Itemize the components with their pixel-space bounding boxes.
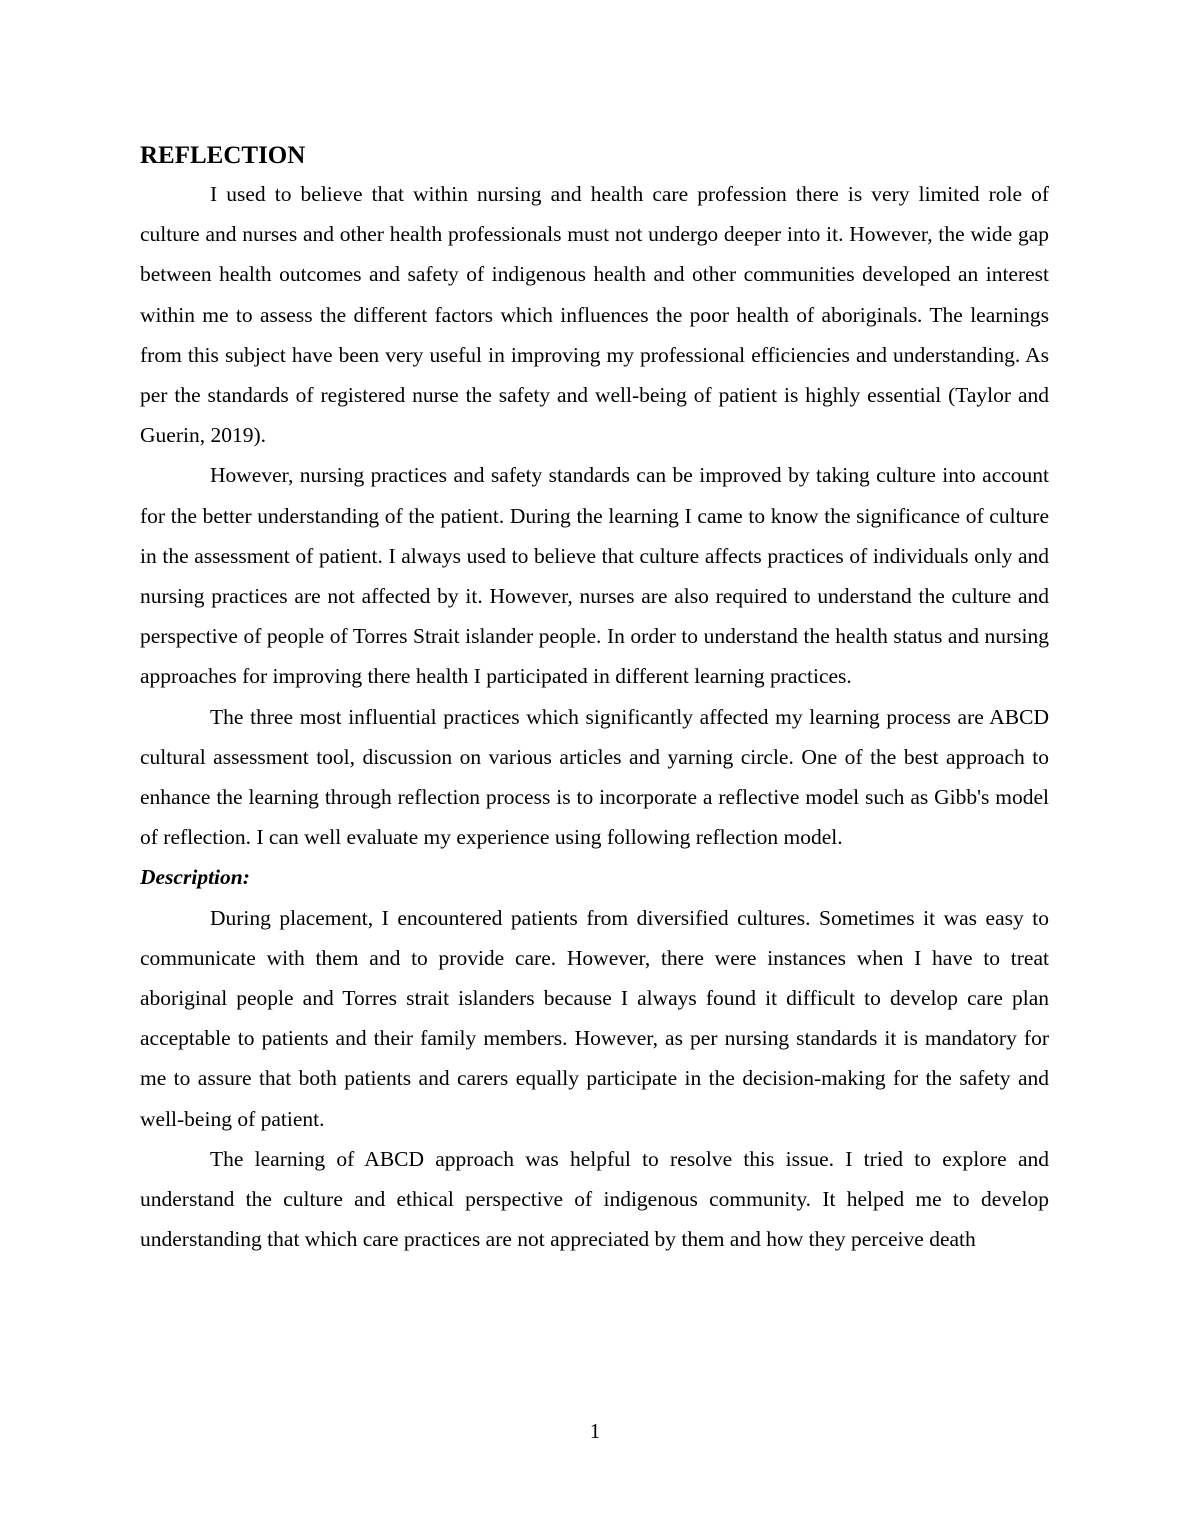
page-number: 1 bbox=[589, 1419, 601, 1443]
page-title: REFLECTION bbox=[140, 142, 306, 169]
body-paragraph: The three most influential practices which significantly affected my learning process are ABCD cultural assessment tool, discussion on various articles and yarning circle. One of the best approach to enhance the learning through reflection process is to incorporate a reflective model such as Gibb's model of reflection. I can well evaluate my experience using following reflection model. bbox=[140, 704, 1049, 850]
section-subheading: Description: bbox=[140, 865, 250, 890]
description-paragraph: During placement, I encountered patients from diversified cultures. Sometimes it was easy to communicate with them and to provide care. However, there were instances when I have to treat aboriginal people and Torres strait islanders because I always found it difficult to develop care plan acceptable to patients and their family members. However, as per nursing standards it is mandatory for me to assure that both patients and carers equally participate in the decision-making for the safety and well-being of patient. bbox=[140, 905, 1049, 1131]
description-paragraph: The learning of ABCD approach was helpful to resolve this issue. I tried to explore and understand the culture and ethical perspective of indigenous community. It helped me to develop understanding that which care practices are not appreciated by them and how they perceive death bbox=[140, 1146, 1049, 1252]
body-paragraph: I used to believe that within nursing and health care profession there is very limited role of culture and nurses and other health professionals must not undergo deeper into it. However, the wide gap between health outcomes and safety of indigenous health and other communities developed an interest within me to assess the different factors which influences the poor health of aboriginals. The learnings from this subject have been very useful in improving my professional efficiencies and understanding. As per the standards of registered nurse the safety and well-being of patient is highly essential (Taylor and Guerin, 2019). bbox=[140, 182, 1049, 448]
page-content bbox=[140, 140, 1049, 1259]
body-paragraph: However, nursing practices and safety standards can be improved by taking culture into account for the better understanding of the patient. During the learning I came to know the significance of culture in the assessment of patient. I always used to believe that culture affects practices of individuals only and nursing practices are not affected by it. However, nurses are also required to understand the culture and perspective of people of Torres Strait islander people. In order to understand the health status and nursing approaches for improving there health I participated in different learning practices. bbox=[140, 463, 1049, 689]
